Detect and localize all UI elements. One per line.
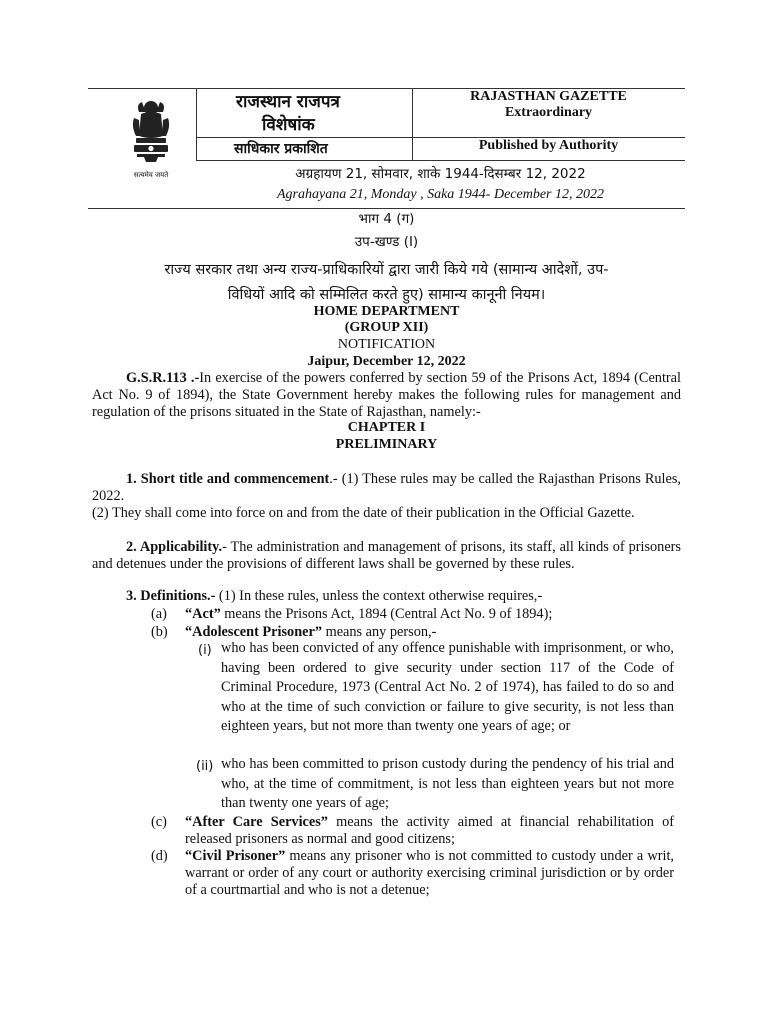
header-lower-rule xyxy=(196,160,685,161)
chapter-heading: CHAPTER I xyxy=(347,420,426,435)
rule-1-heading: 1. Short title and commencement xyxy=(126,471,330,487)
date-english: Agrahayana 21, Monday , Saka 1944- December 12, 2022 xyxy=(277,187,604,202)
rule-1 xyxy=(92,471,681,505)
published-by-authority-hindi: साधिकार प्रकाशित xyxy=(234,141,328,157)
rule-2-text: - The administration and management of prisons, its staff, all kinds of prisoners and detenues under the provisions of different laws shall be governed by these rules. xyxy=(92,539,681,572)
notification-label: NOTIFICATION xyxy=(337,337,436,352)
definition-c-term: “After Care Services” xyxy=(185,814,328,830)
section-description-line1: राज्य सरकार तथा अन्य राज्य-प्राधिकारियों द्वारा जारी किये गये (सामान्य आदेशों, उप- xyxy=(164,262,609,278)
definition-c xyxy=(185,814,674,848)
definition-a-text: means the Prisons Act, 1894 (Central Act No. 9 of 1894); xyxy=(220,606,553,622)
part-label: भाग 4 (ग) xyxy=(358,211,415,227)
definition-b-text: means any person,- xyxy=(322,624,437,640)
gazette-title-hindi: राजस्थान राजपत्र xyxy=(236,92,340,112)
lion-capital-icon xyxy=(122,96,180,168)
group-heading: (GROUP XII) xyxy=(344,320,429,335)
gazette-extraordinary-hindi: विशेषांक xyxy=(262,115,315,135)
preamble-text: In exercise of the powers conferred by section 59 of the Prisons Act, 1894 (Central Act No. 9 of 1894), the State Government hereby makes the following rules for management and regulation of the prisons situated in the State of Rajasthan, namely:- xyxy=(92,370,681,420)
header-bottom-rule xyxy=(88,208,685,209)
definition-a-label: (a) xyxy=(151,606,167,622)
subsection-label: उप-खण्ड (I) xyxy=(354,234,419,250)
place-date: Jaipur, December 12, 2022 xyxy=(307,354,466,369)
published-by-authority-english: Published by Authority xyxy=(478,138,619,153)
rule-2 xyxy=(92,539,681,573)
preamble-paragraph xyxy=(92,370,681,421)
section-description-line2: विधियों आदि को सम्मिलित करते हुए) सामान्य कानूनी नियम। xyxy=(227,287,546,303)
gazette-extraordinary-english: Extraordinary xyxy=(504,105,593,120)
definition-c-text: means the activity aimed at financial rehabilitation of released prisoners as normal and good citizens; xyxy=(185,814,674,847)
state-emblem xyxy=(122,96,180,179)
rule-3-text: (1) In these rules, unless the context otherwise requires,- xyxy=(215,588,543,604)
definition-a-term: “Act” xyxy=(185,606,221,622)
definition-b-i-label: (i) xyxy=(198,643,212,658)
rule-1-text: .- (1) These rules may be called the Rajasthan Prisons Rules, 2022. xyxy=(92,471,682,504)
definition-c-label: (c) xyxy=(151,814,167,830)
gsr-reference: G.S.R.113 .- xyxy=(126,370,200,386)
rule-1-sub-2: (2) They shall come into force on and from the date of their publication in the Official Gazette. xyxy=(92,505,635,521)
rule-2-heading: 2. Applicability. xyxy=(126,539,223,555)
definition-d xyxy=(185,848,674,899)
rule-3-heading: 3. Definitions.- xyxy=(126,588,216,604)
header-left-divider xyxy=(196,88,197,161)
department-heading: HOME DEPARTMENT xyxy=(313,304,460,319)
definition-b-term: “Adolescent Prisoner” xyxy=(185,624,322,640)
definition-d-text: means any prisoner who is not committed to custody under a writ, warrant or order of any court or authority exercising criminal jurisdiction or by order of a courtmartial and who is not a detenue; xyxy=(185,848,674,898)
definition-d-term: “Civil Prisoner” xyxy=(185,848,286,864)
chapter-title: PRELIMINARY xyxy=(335,437,438,452)
definition-b-ii-label: (ii) xyxy=(196,759,214,774)
rule-3 xyxy=(92,588,681,605)
date-hindi: अग्रहायण 21, सोमवार, शाके 1944-दिसम्बर 12, 2022 xyxy=(295,166,586,182)
definition-a xyxy=(185,606,681,623)
definition-b-i-text: who has been convicted of any offence punishable with imprisonment, or who, having been ordered to give security under section 117 of the Code of Criminal Procedure, 1973 (Central Act No. 2 of 1974), has failed to do so and who at the time of such conviction or failure to give security, is not less than eighteen years, but not more than twenty one years of age; or xyxy=(221,640,674,735)
gazette-title-english: RAJASTHAN GAZETTE xyxy=(470,89,627,104)
emblem-motto: सत्यमेव जयते xyxy=(133,171,169,179)
definition-b-label: (b) xyxy=(151,624,168,640)
definition-b-ii-text: who has been committed to prison custody during the pendency of his trial and who, at the time of commitment, is not less than eighteen years but not more than twenty one years of age; xyxy=(221,756,674,812)
definition-d-label: (d) xyxy=(151,848,168,864)
